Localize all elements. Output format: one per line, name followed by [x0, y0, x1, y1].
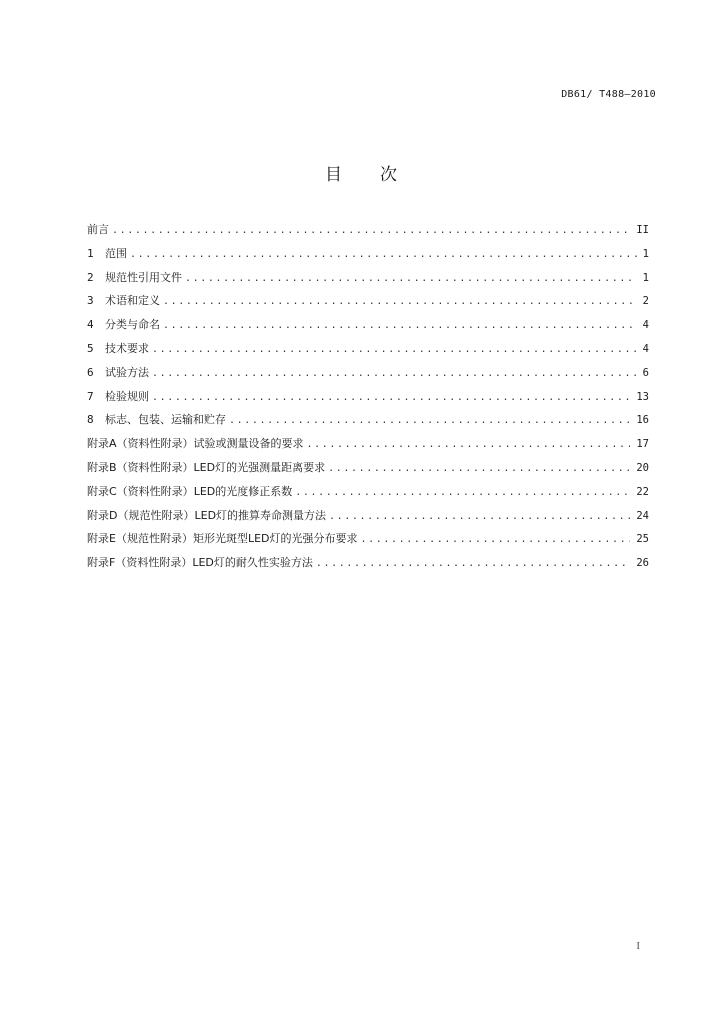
toc-leader-dots	[328, 463, 630, 474]
annex-label: LED的光度修正系数	[193, 484, 293, 498]
toc-entry-8[interactable]	[87, 411, 649, 435]
annex-label: LED灯的推算寿命测量方法	[194, 508, 327, 522]
annex-label: LED灯的耐久性实验方法	[192, 556, 313, 570]
annex-page: 17	[636, 438, 649, 451]
toc-entry-page: 1	[642, 247, 649, 260]
annex-label: 试验或测量设备的要求	[193, 437, 304, 451]
toc-leader-dots	[163, 320, 637, 331]
toc-entry-label: 前言	[87, 223, 109, 236]
toc-leader-dots	[152, 368, 637, 379]
toc-entry-label: 规范性引用文件	[105, 270, 182, 284]
toc-annex-b[interactable]	[87, 459, 649, 483]
annex-page: 25	[636, 533, 649, 546]
toc-entry-label: 术语和定义	[105, 294, 160, 308]
toc-entry-number: 7	[87, 389, 94, 403]
toc-entry-page: 6	[642, 366, 649, 379]
toc-entry-number: 2	[87, 270, 94, 284]
toc-entry-page: 13	[636, 390, 649, 403]
toc-entry-2[interactable]	[87, 269, 649, 293]
toc-entry-5[interactable]	[87, 340, 649, 364]
toc-entry-page: 4	[642, 319, 649, 332]
toc-entry-7[interactable]	[87, 388, 649, 412]
toc-leader-dots	[163, 296, 637, 307]
toc-annex-c[interactable]	[87, 483, 649, 507]
annex-prefix: 附录A（资料性附录）	[87, 437, 194, 451]
toc-entry-label: 检验规则	[105, 389, 149, 403]
document-code: DB61/ T488—2010	[561, 89, 656, 100]
page-number: I	[636, 940, 640, 952]
toc-entry-number: 3	[87, 294, 94, 308]
toc-annex-e[interactable]	[87, 530, 649, 554]
toc-entry-3[interactable]	[87, 292, 649, 316]
toc-entry-page: II	[636, 224, 649, 236]
toc-leader-dots	[316, 558, 630, 569]
toc-entry-foreword[interactable]	[87, 221, 649, 245]
toc-entry-number: 8	[87, 413, 94, 427]
annex-page: 20	[636, 461, 649, 474]
toc-entry-page: 4	[642, 342, 649, 355]
toc-entry-1[interactable]	[87, 245, 649, 269]
toc-entry-number: 1	[87, 246, 94, 260]
toc-entry-page: 1	[642, 271, 649, 284]
toc-leader-dots	[130, 249, 637, 260]
toc-leader-dots	[361, 534, 631, 545]
toc-annex-a[interactable]	[87, 435, 649, 459]
annex-label: 矩形光斑型LED灯的光强分布要求	[192, 532, 358, 546]
annex-page: 22	[636, 485, 649, 498]
toc-leader-dots	[307, 439, 631, 450]
toc-entry-page: 2	[642, 295, 649, 308]
annex-label: LED灯的光强测量距离要求	[193, 460, 326, 474]
toc-leader-dots	[152, 344, 637, 355]
toc-title-char-2: 次	[380, 165, 399, 185]
annex-prefix: 附录D（规范性附录）	[87, 508, 195, 522]
toc-entry-6[interactable]	[87, 364, 649, 388]
table-of-contents	[87, 221, 649, 578]
annex-page: 24	[636, 509, 649, 522]
toc-entry-label: 分类与命名	[105, 318, 160, 332]
toc-title-char-1: 目	[325, 165, 344, 185]
toc-entry-page: 16	[636, 414, 649, 427]
annex-page: 26	[636, 557, 649, 570]
annex-prefix: 附录E（规范性附录）	[87, 532, 193, 546]
toc-entry-label: 试验方法	[105, 365, 149, 379]
toc-leader-dots	[229, 415, 630, 426]
toc-title	[0, 160, 724, 185]
annex-prefix: 附录F（资料性附录）	[87, 556, 193, 570]
annex-prefix: 附录B（资料性附录）	[87, 460, 194, 474]
annex-prefix: 附录C（资料性附录）	[87, 484, 194, 498]
toc-entry-label: 标志、包装、运输和贮存	[105, 413, 226, 427]
toc-leader-dots	[152, 392, 630, 403]
toc-entry-label: 技术要求	[105, 341, 149, 355]
toc-annex-f[interactable]	[87, 554, 649, 578]
toc-leader-dots	[185, 273, 637, 284]
toc-leader-dots	[112, 225, 630, 236]
toc-leader-dots	[329, 511, 630, 522]
toc-leader-dots	[295, 487, 630, 498]
toc-entry-number: 6	[87, 365, 94, 379]
toc-entry-number: 5	[87, 341, 94, 355]
toc-annex-d[interactable]	[87, 507, 649, 531]
toc-entry-label: 范围	[105, 246, 127, 260]
toc-entry-4[interactable]	[87, 316, 649, 340]
toc-entry-number: 4	[87, 318, 94, 332]
